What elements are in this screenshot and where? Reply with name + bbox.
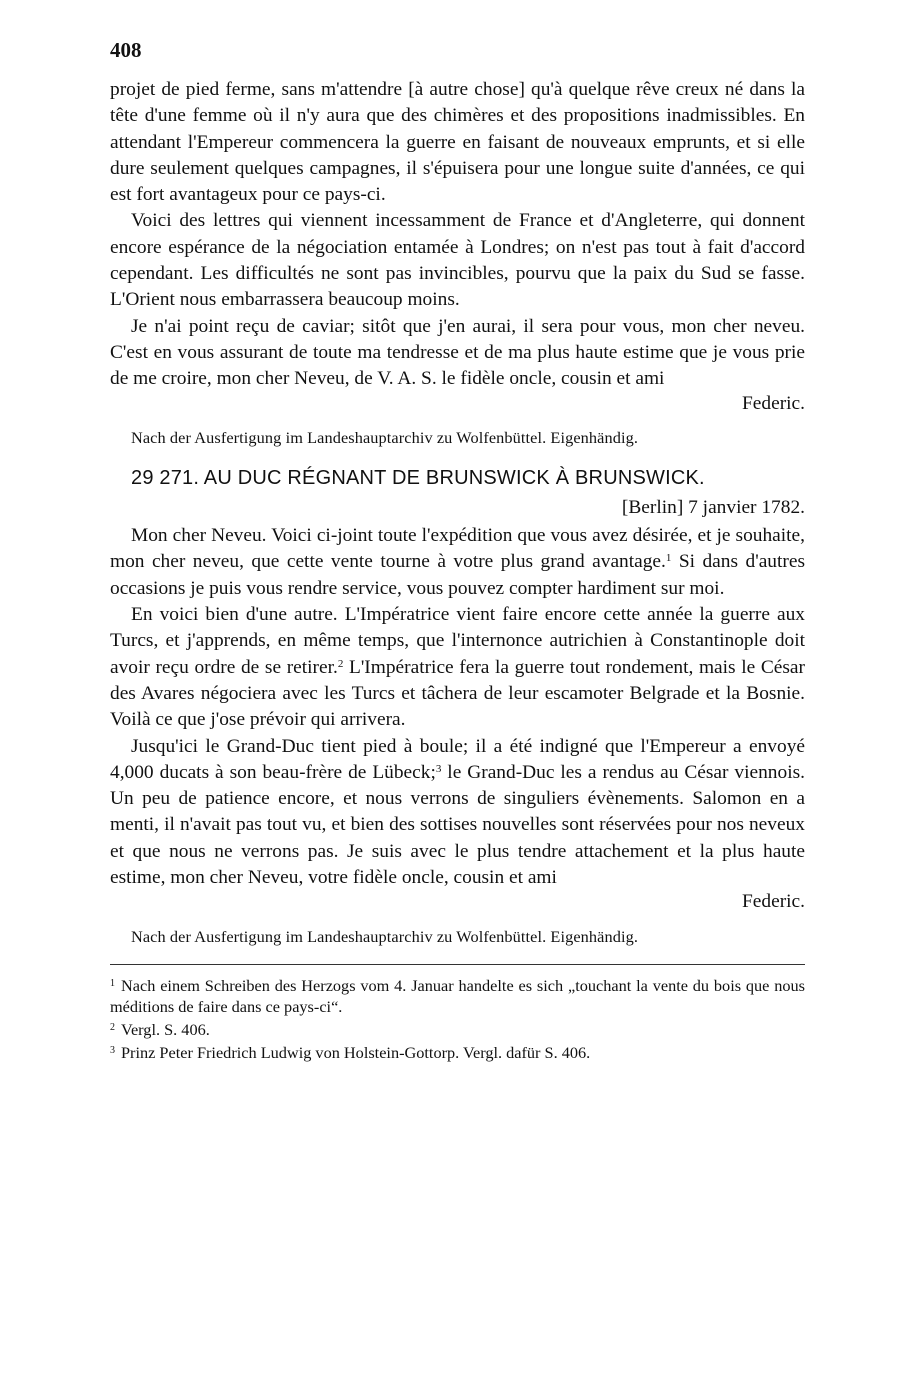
paragraph-text: L'Impératrice fera la guerre tout rondement, mais le César des Avares négociera avec les Turcs et tâchera de leur escamoter Belgrade et la Bosnie. Voilà ce que j'ose prévoir qui arrivera. (110, 656, 805, 731)
document-page (110, 40, 805, 1063)
letter2-paragraph-2 (110, 602, 805, 733)
footnote-text: Prinz Peter Friedrich Ludwig von Holstein-Gottorp. Vergl. dafür S. 406. (121, 1042, 591, 1062)
letter2-paragraph-1 (110, 523, 805, 602)
letter1-paragraph-1: projet de pied ferme, sans m'attendre [à autre chose] qu'à quelque rêve creux né dans la tête d'une femme où il n'y aura que des chimères et des propositions inadmissibles. En attendant l'Empereur commencera la guerre en faisant de nouveaux emprunts, et si elle dure seulement quelques campagnes, il s'épuisera pour une longue suite d'années, ce qui est fort avantageux pour ce pays-ci. (110, 79, 805, 206)
footnote-number: 1 (110, 977, 115, 989)
letter-dateline: [Berlin] 7 janvier 1782. (621, 496, 805, 518)
footnote-text: Nach einem Schreiben des Herzogs vom 4. Januar handelte es sich „touchant la vente du bois que nous méditions de faire dans ce pays-ci“. (110, 975, 805, 1016)
paragraph-text: Mon cher Neveu. Voici ci-joint toute l'expédition que vous avez désirée, et je souhaite, mon cher neveu, que cette vente tourne à votre plus grand avantage. (110, 525, 805, 573)
paragraph-text: Si dans d'autres occasions je puis vous rendre service, vous pouvez compter hardiment sur moi. (110, 551, 805, 599)
footnote-ref-1[interactable]: 1 (665, 552, 672, 565)
letter1-paragraph-2: Voici des lettres qui viennent incessamment de France et d'Angleterre, qui donnent encore espérance de la négociation entamée à Londres; on n'est pas tout à fait d'accord cependant. Les difficultés ne sont pas invincibles, pourvu que la paix du Sud se fasse. L'Orient nous embarrassera beaucoup moins. (110, 210, 805, 311)
footnote-number: 3 (110, 1044, 115, 1056)
footnote-ref-2[interactable]: 2 (337, 657, 344, 670)
footnote-number: 2 (110, 1021, 115, 1033)
letter2-paragraph-3 (110, 734, 805, 892)
footnote-3 (110, 1040, 805, 1063)
letter1-signature: Federic. (742, 392, 805, 414)
footnote-text: Vergl. S. 406. (121, 1019, 210, 1039)
paragraph-text: le Grand-Duc les a rendus au César viennois. Un peu de patience encore, et nous verrons de singuliers évènements. Salomon en a menti, il n'avait pas tout vu, et bien des sottises nouvelles sont réservées pour nos neveux et que nous ne verrons pas. Je suis avec le plus tendre attachement et la plus haute estime, mon cher Neveu, votre fidèle oncle, cousin et ami (110, 761, 805, 889)
letter1-paragraph-3: Je n'ai point reçu de caviar; sitôt que j'en aurai, il sera pour vous, mon cher neveu. C'est en vous assurant de toute ma tendresse et de ma plus haute estime que je vous prie de me croire, mon cher Neveu, de V. A. S. le fidèle oncle, cousin et ami (110, 315, 805, 390)
page-number: 408 (110, 38, 142, 62)
footnote-1 (110, 973, 805, 1017)
letter2-signature: Federic. (742, 891, 805, 913)
footnote-2 (110, 1017, 805, 1040)
letter1-source-note: Nach der Ausfertigung im Landeshauptarchiv zu Wolfenbüttel. Eigenhändig. (131, 427, 638, 447)
letter2-source-note: Nach der Ausfertigung im Landeshauptarchiv zu Wolfenbüttel. Eigenhändig. (131, 926, 638, 946)
paragraph-text: Jusqu'ici le Grand-Duc tient pied à boule; il a été indigné que l'Empereur a envoyé 4,000 ducats à son beau-frère de Lübeck; (110, 735, 805, 783)
footnote-divider (110, 964, 805, 965)
letter-heading: 29 271. AU DUC RÉGNANT DE BRUNSWICK À BRUNSWICK. (131, 466, 705, 489)
footnote-ref-3[interactable]: 3 (435, 762, 442, 775)
paragraph-text: En voici bien d'une autre. L'Impératrice vient faire encore cette année la guerre aux Turcs, et j'apprends, en même temps, que l'internonce autrichien à Constantinople doit avoir reçu ordre de se retirer. (110, 604, 805, 678)
